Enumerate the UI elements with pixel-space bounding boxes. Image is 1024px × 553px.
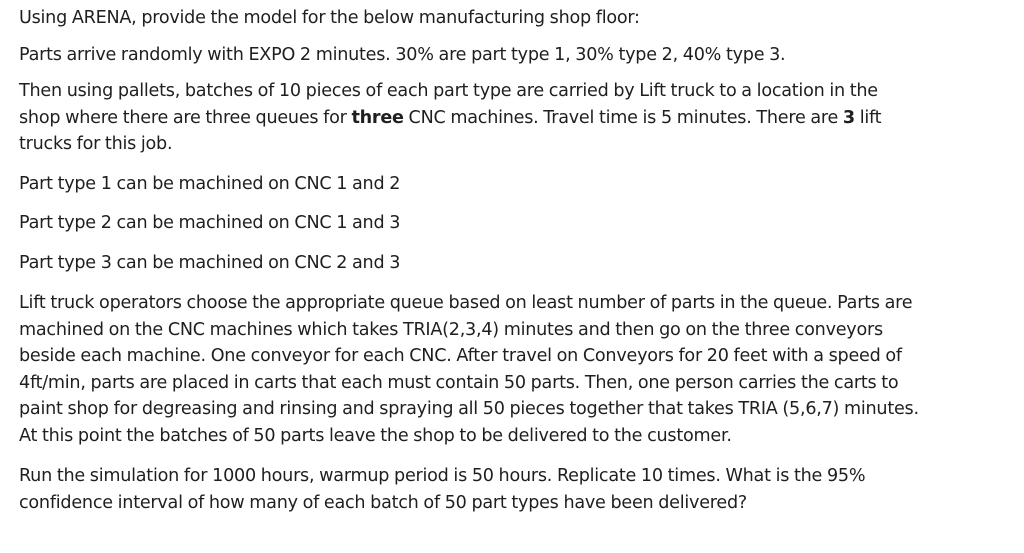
routing-text: Part type 3 can be machined on CNC 2 and 3 (19, 252, 401, 273)
routing-text: Part type 1 can be machined on CNC 1 and 2 (19, 173, 401, 194)
routing-paragraph-3 (19, 250, 1019, 277)
transport-emphasis-three: three (351, 107, 404, 128)
routing-text: Part type 2 can be machined on CNC 1 and 3 (19, 213, 401, 233)
document-body (19, 5, 1019, 516)
transport-line-2-end: lift (854, 107, 882, 128)
transport-line-3: trucks for this job. (19, 134, 173, 154)
transport-line-1: Then using pallets, batches of 10 pieces of each part type are carried by Lift truck to a location in the (19, 81, 878, 101)
process-line: 4ft/min, parts are placed in carts that each must contain 50 parts. Then, one person carries the carts to (19, 372, 899, 393)
process-paragraph (19, 290, 1019, 449)
paragraph-spacer (19, 449, 1019, 463)
paragraph-spacer (19, 276, 1019, 290)
process-line: At this point the batches of 50 parts leave the shop to be delivered to the customer. (19, 425, 732, 446)
arrivals-text: Parts arrive randomly with EXPO 2 minutes. 30% are part type 1, 30% type 2, 40% type 3. (19, 44, 786, 65)
arrivals-paragraph (19, 42, 1019, 69)
transport-emphasis-count: 3 (842, 107, 855, 128)
paragraph-spacer (19, 32, 1019, 42)
paragraph-spacer (19, 158, 1019, 171)
paragraph-spacer (19, 68, 1019, 78)
intro-text: Using ARENA, provide the model for the below manufacturing shop floor: (19, 8, 640, 28)
process-line: paint shop for degreasing and rinsing and spraying all 50 pieces together that takes TRIA (5,6,7) minutes. (19, 399, 919, 419)
question-paragraph (19, 463, 1019, 516)
transport-line-2-middle: CNC machines. Travel time is 5 minutes. There are (403, 107, 843, 128)
question-line: Run the simulation for 1000 hours, warmup period is 50 hours. Replicate 10 times. What is the 95% (19, 466, 866, 486)
process-line: beside each machine. One conveyor for each CNC. After travel on Conveyors for 20 feet with a speed of (19, 346, 902, 366)
transport-line-2 (19, 105, 1019, 132)
process-line: Lift truck operators choose the appropriate queue based on least number of parts in the queue. Parts are (19, 293, 913, 313)
routing-paragraph-1 (19, 171, 1019, 198)
routing-paragraph-2 (19, 210, 1019, 237)
paragraph-spacer (19, 197, 1019, 210)
question-line: confidence interval of how many of each batch of 50 part types have been delivered? (19, 492, 747, 513)
paragraph-spacer (19, 237, 1019, 250)
transport-line-2-start: shop where there are three queues for (19, 107, 352, 128)
intro-paragraph (19, 5, 1019, 32)
process-line: machined on the CNC machines which takes TRIA(2,3,4) minutes and then go on the three conveyors (19, 319, 883, 340)
transport-paragraph (19, 78, 1019, 158)
